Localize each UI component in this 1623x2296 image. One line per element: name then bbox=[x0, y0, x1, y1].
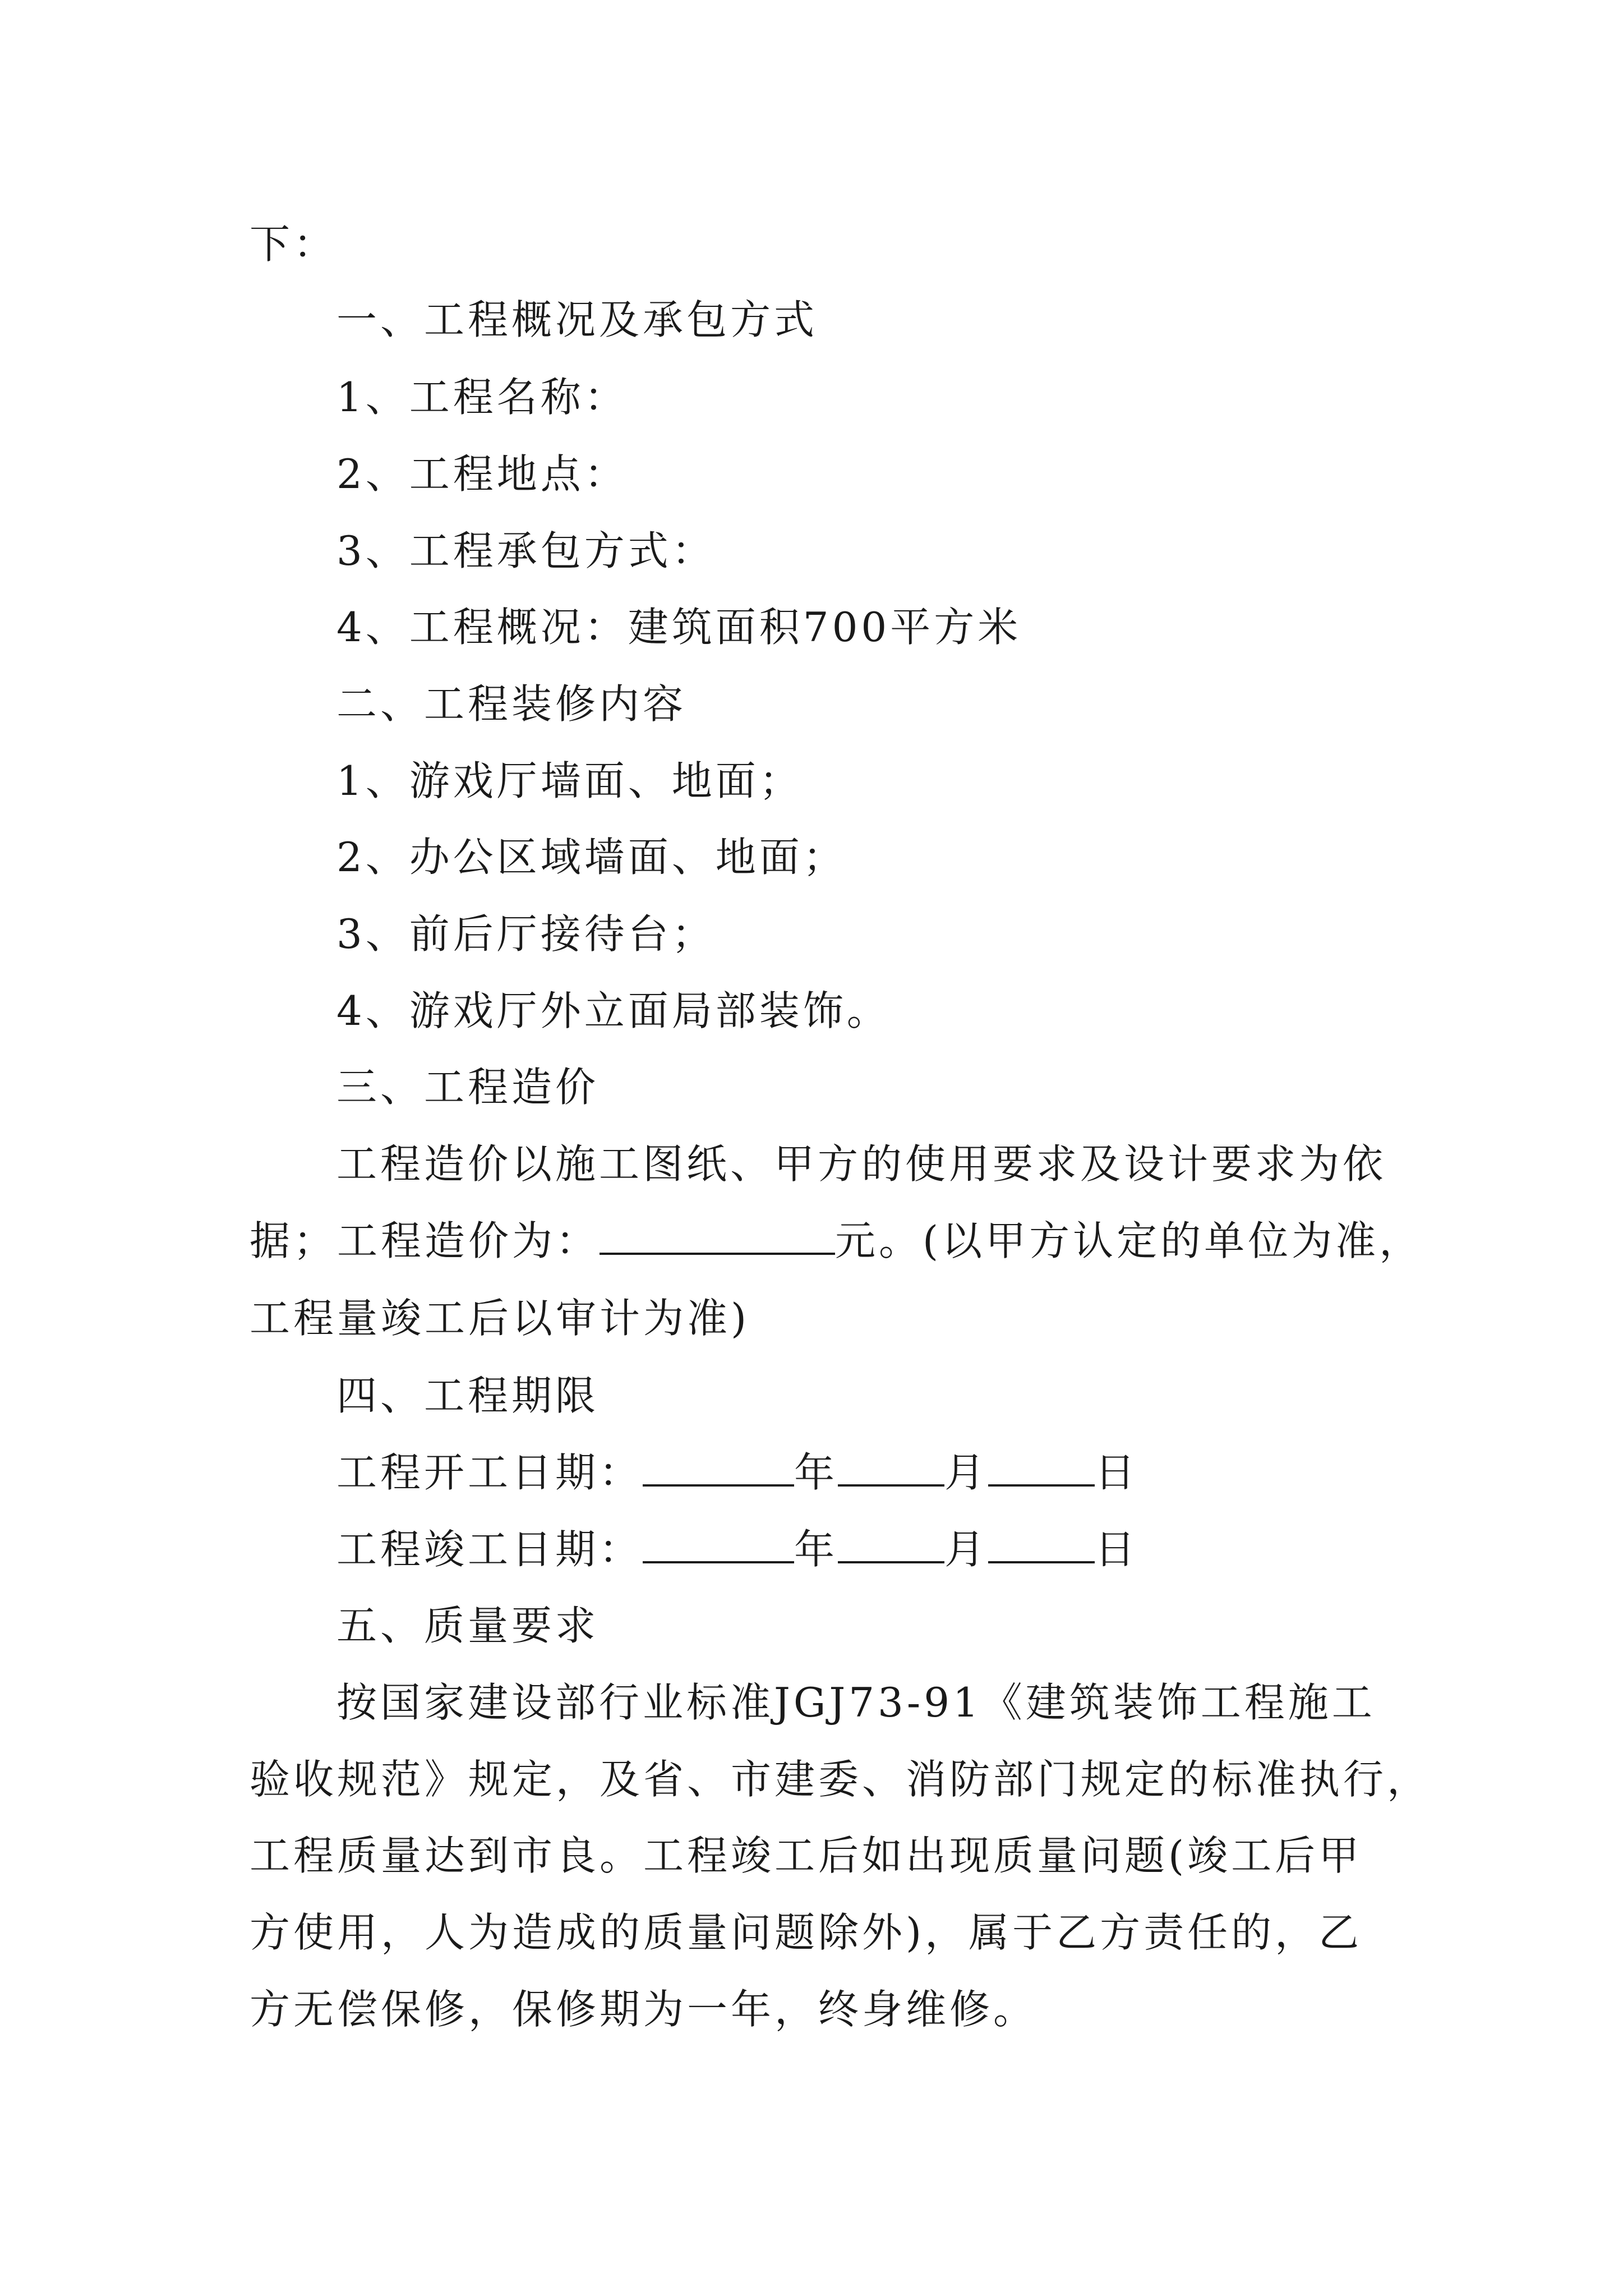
blank-line bbox=[838, 1526, 944, 1563]
list-item bbox=[336, 593, 1021, 661]
text: 3、工程承包方式： bbox=[336, 527, 716, 574]
text: 工程开工日期： bbox=[336, 1449, 643, 1496]
text: 四、工程期限 bbox=[336, 1372, 600, 1419]
text: 月 bbox=[944, 1449, 989, 1496]
blank-line bbox=[988, 1526, 1095, 1563]
text: 4、工程概况：建筑面积700平方米 bbox=[336, 604, 1022, 651]
paragraph-line bbox=[250, 1285, 750, 1352]
list-item bbox=[336, 364, 628, 431]
text: 五、质量要求 bbox=[336, 1602, 600, 1649]
text: 3、前后厅接待台； bbox=[336, 910, 716, 958]
paragraph-line bbox=[336, 1669, 1376, 1736]
text: 2、工程地点： bbox=[336, 450, 628, 498]
text: 验收规范》规定，及省、市建委、消防部门规定的标准执行， bbox=[250, 1756, 1431, 1803]
list-item bbox=[336, 977, 891, 1045]
list-item bbox=[336, 900, 716, 968]
text: 2、办公区域墙面、地面； bbox=[336, 834, 847, 881]
blank-line bbox=[988, 1450, 1095, 1487]
text: 工程量竣工后以审计为准) bbox=[250, 1295, 750, 1342]
text: 日 bbox=[1095, 1449, 1139, 1496]
date-line bbox=[336, 1439, 1138, 1506]
text: 方无偿保修，保修期为一年，终身维修。 bbox=[250, 1986, 1038, 2033]
blank-line bbox=[643, 1450, 794, 1487]
text: 1、工程名称： bbox=[336, 374, 628, 421]
text: 据；工程造价为： bbox=[250, 1217, 600, 1264]
section-heading-4 bbox=[336, 1362, 599, 1429]
paragraph-line bbox=[336, 1130, 1386, 1198]
text: 月 bbox=[944, 1526, 989, 1573]
text: 工程造价以施工图纸、甲方的使用要求及设计要求为依 bbox=[336, 1140, 1387, 1188]
paragraph-line bbox=[250, 1976, 1037, 2043]
list-item bbox=[336, 440, 628, 508]
list-item bbox=[336, 747, 803, 815]
section-heading-3 bbox=[336, 1053, 599, 1121]
text: 二、工程装修内容 bbox=[336, 680, 687, 728]
paragraph-line bbox=[250, 1207, 1423, 1274]
section-heading-2 bbox=[336, 670, 686, 738]
text: 年 bbox=[794, 1449, 838, 1496]
section-heading-1 bbox=[336, 286, 818, 353]
text: 1、游戏厅墙面、地面； bbox=[336, 757, 803, 804]
paragraph-continuation bbox=[250, 210, 337, 278]
list-item bbox=[336, 517, 716, 585]
paragraph-line bbox=[250, 1822, 1362, 1889]
text: 元。(以甲方认定的单位为准， bbox=[835, 1217, 1423, 1264]
text: 方使用，人为造成的质量问题除外)，属于乙方责任的，乙 bbox=[250, 1909, 1363, 1956]
paragraph-line bbox=[250, 1746, 1431, 1813]
text: 4、游戏厅外立面局部装饰。 bbox=[336, 987, 891, 1034]
text: 三、工程造价 bbox=[336, 1064, 600, 1111]
text: 工程竣工日期： bbox=[336, 1526, 643, 1573]
list-item bbox=[336, 823, 847, 891]
blank-line bbox=[643, 1526, 794, 1563]
text: 一、工程概况及承包方式 bbox=[336, 296, 818, 343]
text: 年 bbox=[794, 1526, 838, 1573]
blank-line bbox=[838, 1450, 944, 1487]
blank-line bbox=[600, 1218, 835, 1255]
section-heading-5 bbox=[336, 1592, 599, 1659]
text: 工程质量达到市良。工程竣工后如出现质量问题(竣工后甲 bbox=[250, 1832, 1363, 1879]
text: 按国家建设部行业标准JGJ73-91《建筑装饰工程施工 bbox=[336, 1679, 1376, 1726]
paragraph-line bbox=[250, 1899, 1362, 1966]
text: 日 bbox=[1095, 1526, 1139, 1573]
text: 下： bbox=[250, 220, 338, 268]
date-line bbox=[336, 1516, 1138, 1583]
